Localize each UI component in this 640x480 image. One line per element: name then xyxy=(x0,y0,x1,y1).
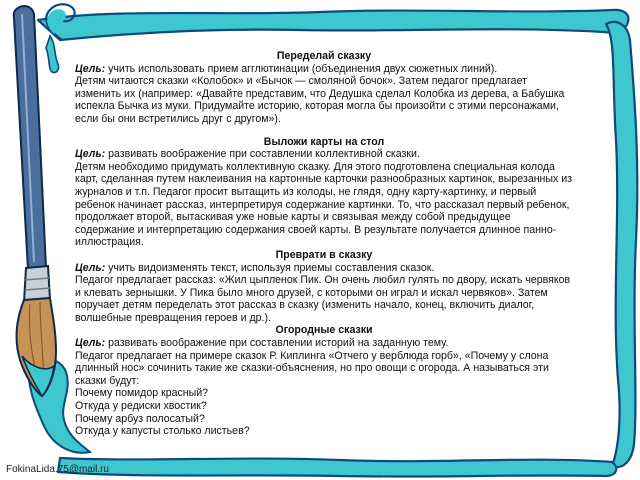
section-1-goal-text: учить использовать прием агглютинации (объединения двух сюжетных линий). xyxy=(105,62,498,75)
section-4-line: Почему помидор красный? xyxy=(75,387,209,400)
section-2-goal-label: Цель: xyxy=(75,148,106,161)
section-1 xyxy=(75,50,573,126)
paintbrush-handle xyxy=(14,6,46,275)
content-area xyxy=(75,50,573,438)
section-1-title: Переделай сказку xyxy=(276,50,372,62)
section-2-body: Детям необходимо придумать коллективную сказку. Для этого подготовлена специальная колода карт, сделанная путем наклеивания на картонные карточки разнообразных картинок, вырезанных из журналов и т.п. Педагог просит вытащить из колоды, не глядя, одну карту-картинку, и первый ребенок начинает рассказ, интерпретируя содержание картинки. То, что рассказал первый ребенок, продолжает второй, вытаскивая уже новые карты и связывая между собой предыдущее содержание и интерпретацию содержания своей карты. В результате получается длинное панно-иллюстрация. xyxy=(75,160,573,249)
section-4 xyxy=(75,324,573,437)
section-4-goal-text: развивать воображение при составлении историй на заданную тему. xyxy=(105,337,449,350)
section-3-goal xyxy=(75,262,573,275)
section-4-title: Огородные сказки xyxy=(275,324,373,337)
section-4-goal-label: Цель: xyxy=(75,337,106,350)
section-4-line: Откуда у капусты столько листьев? xyxy=(75,425,250,438)
section-2-title: Выложи карты на стол xyxy=(263,135,385,148)
section-3-goal-label: Цель: xyxy=(75,261,106,274)
section-3 xyxy=(75,249,573,325)
section-2-goal xyxy=(75,148,573,161)
watermark-email: FokinaLida.75@mail.ru xyxy=(6,464,109,475)
section-3-goal-text: учить видоизменять текст, используя приемы составления сказок. xyxy=(105,261,435,274)
section-1-body: Детям читаются сказки «Колобок» и «Бычок — смоляной бочок». Затем педагог предлагает изменить их (например: «Давайте представим, что Дедушка сделал Колобка из дерева, а Бабушка испекла Бычка из муки. Придумайте историю, которая могла бы произойти с этими персонажами, если бы они встретились друг с другом»). xyxy=(75,75,565,125)
section-1-goal xyxy=(75,63,573,76)
section-1-goal-label: Цель: xyxy=(75,62,106,75)
paintbrush-ferrule xyxy=(24,266,50,302)
left-paint-drip xyxy=(46,36,59,73)
section-3-title: Преврати в сказку xyxy=(275,248,373,261)
section-2 xyxy=(75,136,573,249)
section-4-goal xyxy=(75,337,573,350)
section-2-goal-text: развивать воображение при составлении коллективной сказки. xyxy=(105,148,420,161)
top-paint-stroke xyxy=(38,10,628,40)
bottom-paint-stroke xyxy=(58,458,616,477)
section-4-line: Откуда у редиски хвостик? xyxy=(75,400,207,413)
section-4-body: Педагог предлагает на примере сказок Р. Киплинга «Отчего у верблюда горб», «Почему у слона длинный нос» сочинить такие же сказки-объяснения, но про овощи с огорода. А называться эти сказки будут: xyxy=(75,349,549,387)
section-4-line: Почему арбуз полосатый? xyxy=(75,412,205,425)
section-3-body: Педагог предлагает рассказ: «Жил цыпленок Пик. Он очень любил гулять по двору, искать червяков и клевать зернышки. У Пика было много друзей, с которыми он играл и искал червяков». Затем поручает детям переделать этот рассказ в сказку (изменить начало, конец, включить диалог, волшебные превращения героев и др.). xyxy=(75,274,571,324)
right-paint-stroke xyxy=(606,22,637,467)
